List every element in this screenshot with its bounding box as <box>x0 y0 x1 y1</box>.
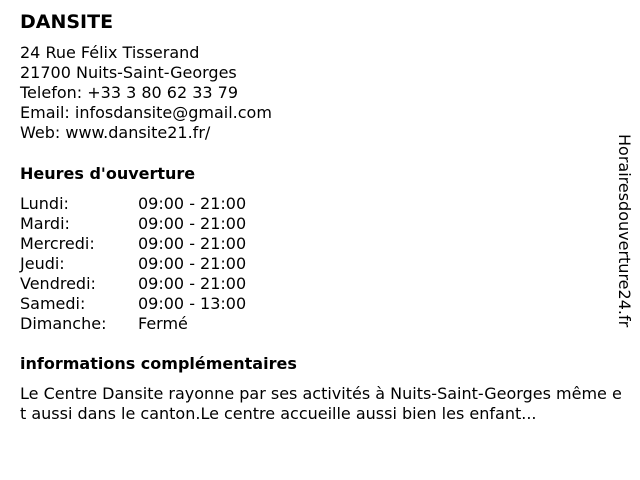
business-name: DANSITE <box>20 11 114 33</box>
hours-value: 09:00 - 21:00 <box>138 214 247 233</box>
opening-hours-heading: Heures d'ouverture <box>20 164 196 183</box>
day-label: Jeudi: <box>20 254 65 273</box>
day-label: Vendredi: <box>20 274 96 293</box>
address-street: 24 Rue Félix Tisserand <box>20 43 200 62</box>
hours-value: 09:00 - 13:00 <box>138 294 247 313</box>
additional-info-text: Le Centre Dansite rayonne par ses activités à Nuits-Saint-Georges même et aussi dans le canton.Le centre accueille aussi bien les enfant... <box>20 384 622 423</box>
site-watermark: Horairesdouverture24.fr <box>615 134 634 328</box>
hours-value: 09:00 - 21:00 <box>138 234 247 253</box>
hours-value: 09:00 - 21:00 <box>138 194 247 213</box>
website-text: Web: www.dansite21.fr/ <box>20 123 211 142</box>
day-label: Samedi: <box>20 294 86 313</box>
hours-value: Fermé <box>138 314 188 333</box>
day-label: Mercredi: <box>20 234 95 253</box>
address-city: 21700 Nuits-Saint-Georges <box>20 63 237 82</box>
email-text: Email: infosdansite@gmail.com <box>20 103 272 122</box>
contact-block <box>20 43 272 143</box>
hours-value: 09:00 - 21:00 <box>138 254 247 273</box>
additional-info-heading: informations complémentaires <box>20 354 297 373</box>
hours-value: 09:00 - 21:00 <box>138 274 247 293</box>
day-label: Mardi: <box>20 214 70 233</box>
day-label: Lundi: <box>20 194 69 213</box>
day-label: Dimanche: <box>20 314 107 333</box>
phone-text: Telefon: +33 3 80 62 33 79 <box>20 83 239 102</box>
